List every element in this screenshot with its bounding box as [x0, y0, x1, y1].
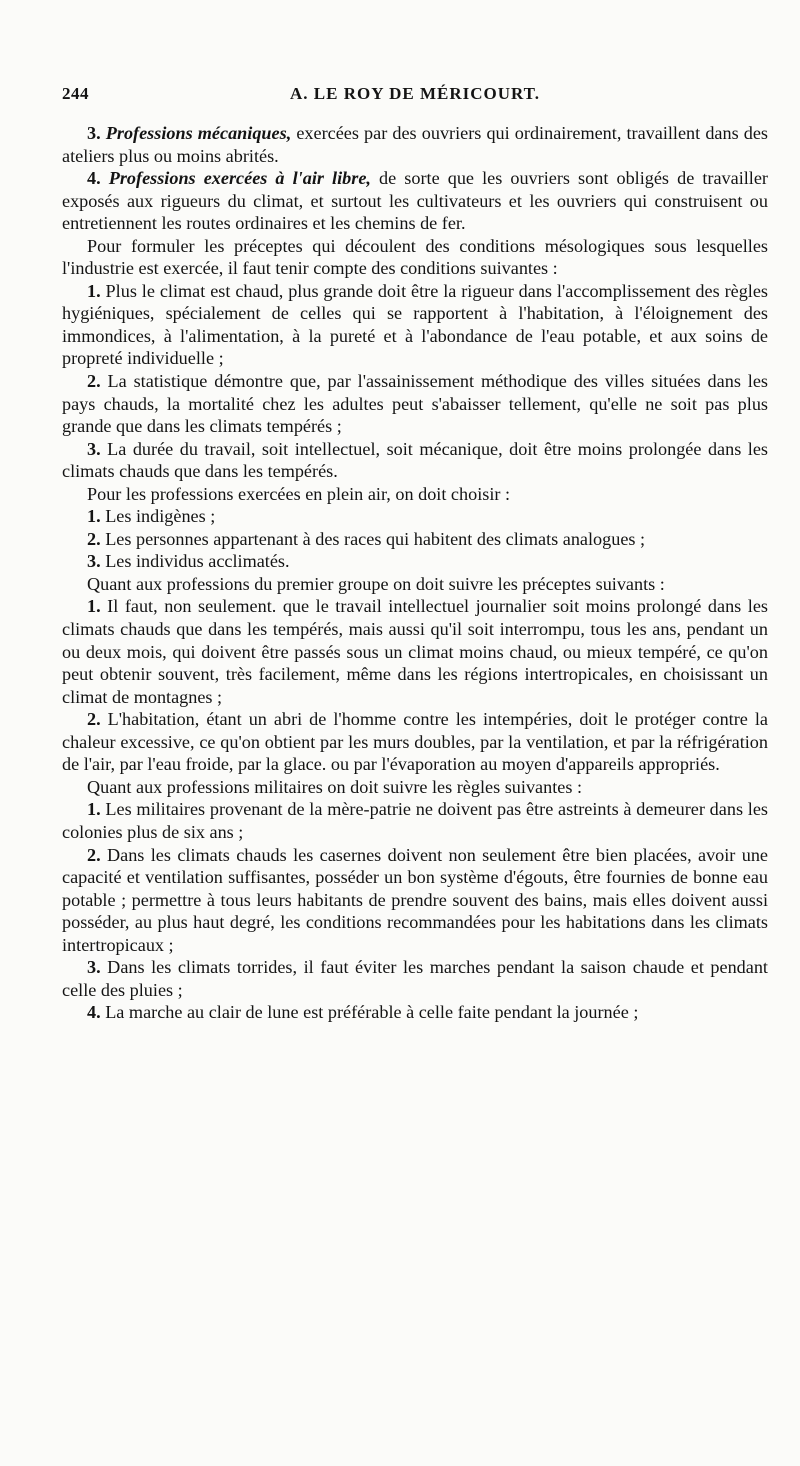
- paragraph-text: Dans les climats torrides, il faut éviter les marches pendant la saison chaude et pendant celle des pluies ;: [62, 957, 768, 1000]
- paragraph: [62, 573, 768, 596]
- paragraph: [62, 776, 768, 799]
- body-text: [62, 122, 768, 1024]
- paragraph: [62, 438, 768, 483]
- paragraph-text: Dans les climats chauds les casernes doivent non seulement être bien placées, avoir une capacité et ventilation suffisantes, posséder un bon système d'égouts, être fournies de bonne eau potable ; permettre à tous leurs habitants de prendre souvent des bains, mais elles doivent aussi posséder, au plus haut degré, les conditions recommandées pour les habitations dans les climats intertropicaux ;: [62, 844, 768, 955]
- paragraph: [62, 844, 768, 957]
- paragraph-text: de sorte que les ouvriers sont obligés de travailler exposés aux rigueurs du climat, et surtout les cultivateurs et les ouvriers qui construisent ou entretiennent les routes ordinaires et les chemins de fer.: [62, 168, 768, 234]
- item-number: 2.: [87, 844, 101, 865]
- item-number: 3.: [87, 957, 101, 978]
- paragraph: [62, 122, 768, 167]
- paragraph-text: Les individus acclimatés.: [100, 551, 290, 572]
- paragraph-text: Les personnes appartenant à des races qui habitent des climats analogues ;: [100, 528, 646, 549]
- paragraph: [62, 1001, 768, 1024]
- paragraph: [62, 167, 768, 235]
- paragraph-text: La durée du travail, soit intellectuel, soit mécanique, doit être moins prolongée dans les climats chauds que dans les tempérés.: [62, 438, 768, 482]
- paragraph: [62, 235, 768, 280]
- paragraph-text: La marche au clair de lune est préférable à celle faite pendant la journée ;: [100, 1002, 639, 1023]
- item-number: 2.: [87, 709, 101, 730]
- paragraph-text: L'habitation, étant un abri de l'homme contre les intempéries, doit le protéger contre la chaleur excessive, ce qu'on obtient par les murs doubles, par la ventilation, et par la réfrigération de l'air, par l'eau froide, par la glace. ou par l'évaporation au moyen d'appareils appropriés.: [62, 709, 768, 775]
- item-number: 2.: [87, 371, 101, 392]
- item-title: Professions mécaniques,: [105, 123, 292, 143]
- paragraph-text: exercées par des ouvriers qui ordinairement, travaillent dans des ateliers plus ou moins abrités.: [62, 123, 769, 166]
- paragraph: [62, 550, 768, 573]
- page-header: [62, 84, 768, 110]
- item-number: 4.: [87, 168, 101, 189]
- paragraph-text: Quant aux professions militaires on doit suivre les règles suivantes :: [87, 776, 583, 797]
- paragraph-text: Les militaires provenant de la mère-patrie ne doivent pas être astreints à demeurer dans les colonies plus de six ans ;: [62, 799, 768, 842]
- paragraph-text: Il faut, non seulement. que le travail intellectuel journalier soit moins prolongé dans les climats chauds que dans les tempérés, mais aussi qu'il soit interrompu, tous les ans, pendant un ou deux mois, qui doivent être passés sous un climat moins chaud, ou mieux tempéré, ce qu'on peut obtenir souvent, très facilement, même dans les régions intertropicales, en choisissant un climat de montagnes ;: [62, 596, 768, 707]
- item-number: 1.: [87, 799, 101, 820]
- item-number: 3.: [87, 438, 101, 459]
- paragraph: [62, 595, 768, 708]
- paragraph: [62, 708, 768, 776]
- paragraph: [62, 370, 768, 438]
- paragraph: [62, 280, 768, 370]
- item-title: Professions exercées à l'air libre,: [108, 168, 371, 189]
- paragraph: [62, 483, 768, 506]
- item-number: 3.: [87, 551, 101, 572]
- paragraph: [62, 528, 768, 551]
- item-number: 4.: [87, 1002, 101, 1023]
- item-number: 3.: [87, 123, 101, 143]
- item-number: 1.: [87, 506, 101, 527]
- paragraph-text: Les indigènes ;: [100, 506, 216, 527]
- paragraph-text: Pour les professions exercées en plein air, on doit choisir :: [87, 483, 511, 504]
- running-head: A. LE ROY DE MÉRICOURT.: [289, 84, 541, 103]
- paragraph: [62, 956, 768, 1001]
- paragraph-text: Pour formuler les préceptes qui découlent des conditions mésologiques sous lesquelles l'industrie est exercée, il faut tenir compte des conditions suivantes :: [62, 235, 768, 279]
- item-number: 1.: [87, 596, 101, 617]
- item-number: 1.: [87, 280, 101, 301]
- item-number: 2.: [87, 528, 101, 549]
- paragraph-text: Plus le climat est chaud, plus grande doit être la rigueur dans l'accomplissement des règles hygiéniques, spécialement de celles qui se rapportent à l'habitation, à l'éloignement des immondices, à l'alimentation, à la pureté et à l'abondance de l'eau potable, et aux soins de propreté individuelle ;: [62, 280, 768, 369]
- paragraph: [62, 798, 768, 843]
- paragraph: [62, 505, 768, 528]
- paragraph-text: La statistique démontre que, par l'assainissement méthodique des villes situées dans les pays chauds, la mortalité chez les adultes peut s'abaisser tellement, qu'elle ne soit pas plus grande que dans les climats tempérés ;: [62, 371, 768, 437]
- page-number: 244: [62, 84, 89, 103]
- paragraph-text: Quant aux professions du premier groupe on doit suivre les préceptes suivants :: [87, 573, 665, 594]
